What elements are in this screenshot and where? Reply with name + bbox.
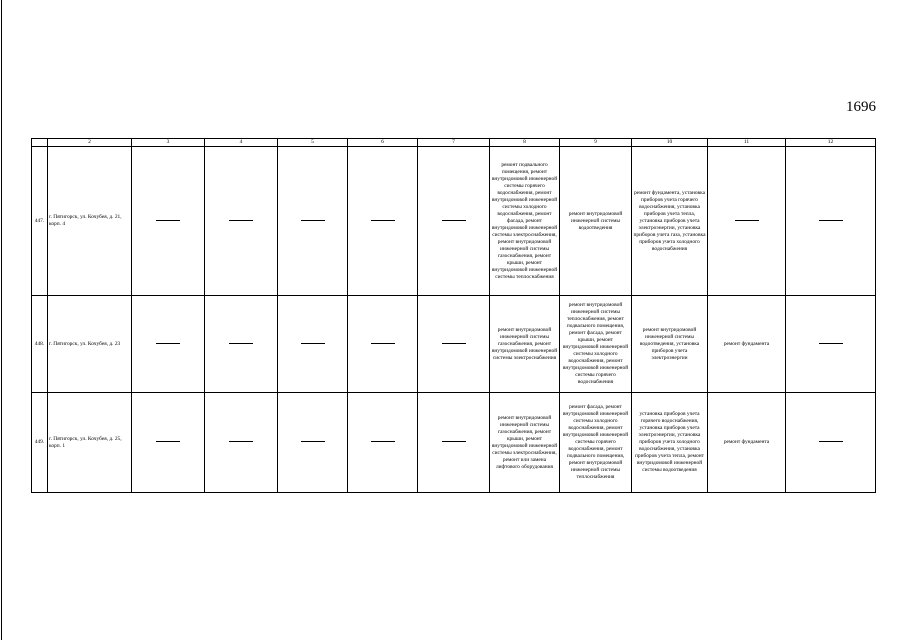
dash-mark (301, 343, 325, 344)
header-cell-12: 12 (786, 139, 876, 147)
dash-mark (229, 343, 253, 344)
table-row (32, 296, 876, 393)
dash-mark (819, 343, 843, 344)
cell-col9: ремонт внутридомовой инженерной системы теплоснабжения, ремонт подвального помещения, ремонт фасада, ремонт крыши, ремонт внутридомовой инженерной системы холодного водоснабжения, ремонт внутридомовой инженерной системы горячего водоснабжения (560, 296, 632, 393)
dash-mark (735, 220, 759, 221)
header-cell-11: 11 (708, 139, 786, 147)
dash-mark (442, 220, 466, 221)
left-margin-line (1, 0, 2, 640)
cell-col7 (418, 147, 490, 296)
row-address: г. Пятигорск, ул. Кочубея, д. 21, корп. 4 (48, 147, 132, 296)
row-address: г. Пятигорск, ул. Кочубея, д. 25, корп. 1 (48, 393, 132, 493)
dash-mark (301, 441, 325, 442)
cell-col10: установка приборов учета горячего водоснабжения, установка приборов учета электроэнергии, установка приборов учета холодного водоснабжения, установка приборов учета тепла, ремонт внутридомовой инженерной системы водоотведения (632, 393, 708, 493)
cell-col8: ремонт внутридомовой инженерной системы газоснабжения, ремонт крыши, ремонт внутридомовой инженерной системы электроснабжения, ремонт или замена лифтового оборудования (490, 393, 560, 493)
cell-col10: ремонт внутридомовой инженерной системы водоотведения, установка приборов учета электроэнергии (632, 296, 708, 393)
header-cell-10: 10 (632, 139, 708, 147)
cell-col5 (278, 296, 348, 393)
dash-mark (156, 220, 180, 221)
header-cell-2: 2 (48, 139, 132, 147)
header-cell-9: 9 (560, 139, 632, 147)
header-cell-6: 6 (348, 139, 418, 147)
cell-col9: ремонт фасада, ремонт внутридомовой инженерной системы холодного водоснабжения, ремонт внутридомовой инженерной системы горячего водоснабжения, ремонт подвального помещения, ремонт внутридомовой инженерной системы теплоснабжения (560, 393, 632, 493)
cell-col7 (418, 296, 490, 393)
row-number: 449. (32, 393, 48, 493)
dash-mark (371, 441, 395, 442)
cell-col5 (278, 147, 348, 296)
dash-mark (442, 441, 466, 442)
cell-col6 (348, 147, 418, 296)
header-cell-3: 3 (132, 139, 205, 147)
cell-col11: ремонт фундамента (708, 393, 786, 493)
cell-col4 (205, 393, 278, 493)
dash-mark (819, 441, 843, 442)
header-row (32, 139, 876, 147)
page-number: 1696 (846, 99, 876, 115)
cell-col8: ремонт внутридомовой инженерной системы газоснабжения, ремонт внутридомовой инженерной системы электроснабжения (490, 296, 560, 393)
dash-mark (819, 220, 843, 221)
cell-col7 (418, 393, 490, 493)
cell-col4 (205, 147, 278, 296)
dash-mark (229, 441, 253, 442)
cell-col6 (348, 296, 418, 393)
cell-col3 (132, 296, 205, 393)
cell-col9: ремонт внутридомовой инженерной системы водоотведения (560, 147, 632, 296)
header-cell-4: 4 (205, 139, 278, 147)
cell-col3 (132, 147, 205, 296)
cell-col12 (786, 147, 876, 296)
row-address: г. Пятигорск, ул. Кочубея, д. 23 (48, 296, 132, 393)
cell-col8: ремонт подвального помещения, ремонт внутридомовой инженерной системы горячего водоснабжения, ремонт внутридомовой инженерной системы холодного водоснабжения, ремонт фасада, ремонт внутридомовой инженерной системы электроснабжения, ремонт внутридомовой инженерной системы газоснабжения, ремонт крыши, ремонт внутридомовой инженерной системы теплоснабжения (490, 147, 560, 296)
dash-mark (442, 343, 466, 344)
row-number: 447. (32, 147, 48, 296)
header-cell-5: 5 (278, 139, 348, 147)
header-cell-7: 7 (418, 139, 490, 147)
dash-mark (371, 220, 395, 221)
row-number: 448. (32, 296, 48, 393)
header-cell-8: 8 (490, 139, 560, 147)
cell-col3 (132, 393, 205, 493)
table-row (32, 393, 876, 493)
dash-mark (229, 220, 253, 221)
cell-col11 (708, 147, 786, 296)
cell-col10: ремонт фундамента, установка приборов учета горячего водоснабжения, установка приборов учета тепла, установка приборов учета электроэнергии, установка приборов учета газа, установка приборов учета холодного водоснабжения (632, 147, 708, 296)
works-table (31, 138, 876, 493)
cell-col12 (786, 393, 876, 493)
table-row (32, 147, 876, 296)
header-cell-1 (32, 139, 48, 147)
dash-mark (301, 220, 325, 221)
cell-col6 (348, 393, 418, 493)
cell-col11: ремонт фундамента (708, 296, 786, 393)
dash-mark (156, 441, 180, 442)
cell-col12 (786, 296, 876, 393)
dash-mark (156, 343, 180, 344)
cell-col5 (278, 393, 348, 493)
cell-col4 (205, 296, 278, 393)
dash-mark (371, 343, 395, 344)
